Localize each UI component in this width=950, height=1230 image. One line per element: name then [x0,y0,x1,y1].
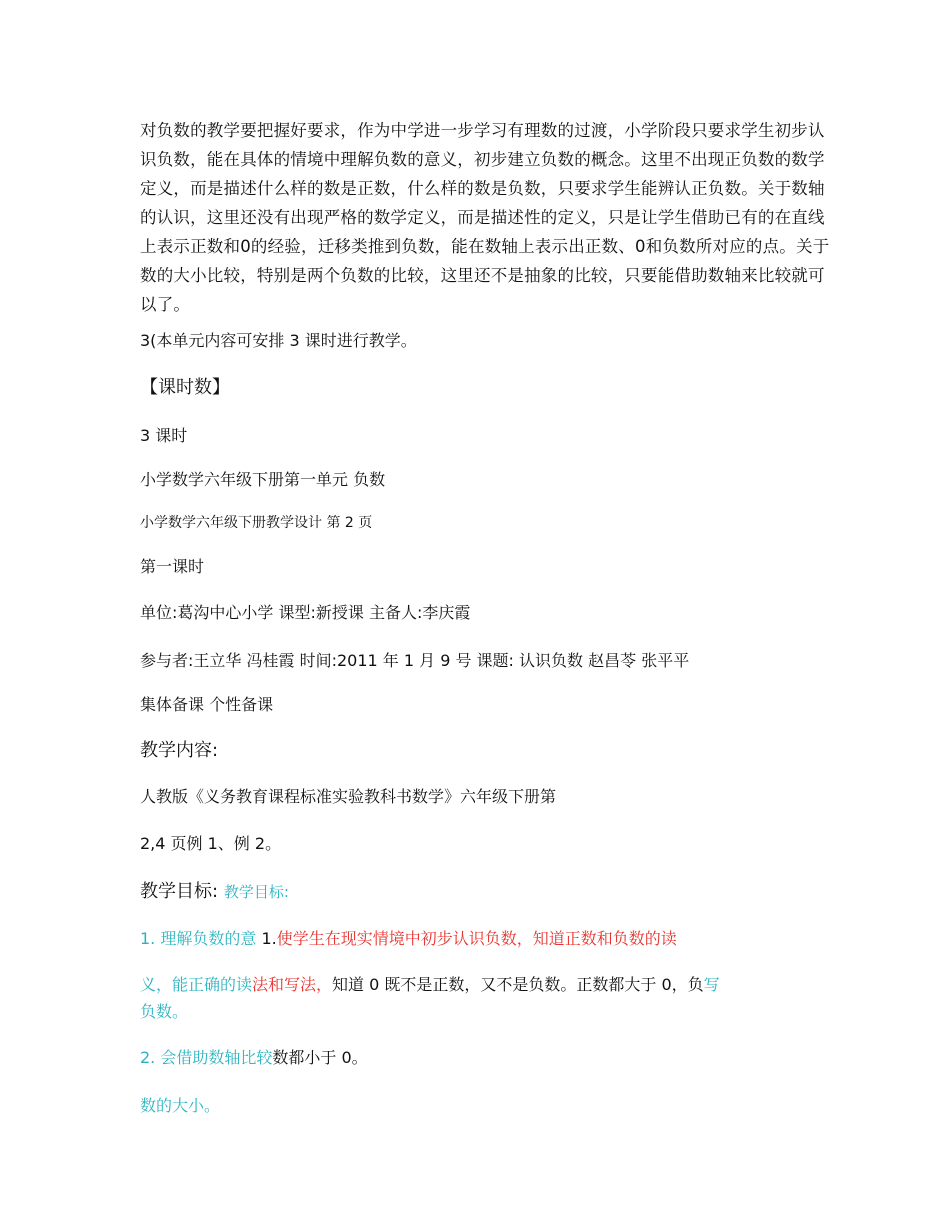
unit-title: 小学数学六年级下册第一单元 负数 [140,470,386,489]
participants-line: 参与者:王立华 冯桂霞 时间:2011 年 1 月 9 号 课题: 认识负数 赵昌苓 张平平 [140,651,690,670]
goal-line-2 [140,974,720,996]
goal4-black: 数都小于 0。 [272,1048,368,1067]
intro-paragraph: 对负数的教学要把握好要求，作为中学进一步学习有理数的过渡，小学阶段只要求学生初步认识负数，能在具体的情境中理解负数的意义，初步建立负数的概念。这里不出现正负数的数学定义，而是描述什么样的数是正数，什么样的数是负数，只要求学生能辨认正负数。关于数轴的认识，这里还没有出现严格的数学定义，而是描述性的定义，只是让学生借助已有的在直线上表示正数和0的经验，迁移类推到负数，能在数轴上表示出正数、0和负数所对应的点。关于数的大小比较，特别是两个负数的比较，这里还不是抽象的比较，只要能借助数轴来比较就可以了。 [140,121,830,314]
goal1-black: 1. [256,929,277,948]
content-line-2: 2,4 页例 1、例 2。 [140,834,282,853]
goal1-red: 使学生在现实情境中初步认识负数，知道正数和负数的读 [276,929,677,948]
goal-line-1 [140,928,677,950]
goal2-red: 法和写法， [252,975,333,994]
content-line-1: 人教版《义务教育课程标准实验教科书数学》六年级下册第 [140,787,557,806]
goal-line-5: 数的大小。 [140,1096,221,1115]
page-reference: 小学数学六年级下册教学设计 第 2 页 [140,515,373,531]
goal4-teal: 2. 会借助数轴比较 [140,1048,273,1067]
goal2-teal-end: 写 [703,975,720,994]
lesson-title: 第一课时 [140,557,205,576]
goal2-black: 知道 0 既不是正数，又不是负数。正数都大于 0，负 [332,975,704,994]
goal-line-4 [140,1047,368,1069]
hours-heading: 【课时数】 [140,377,230,398]
hours-value: 3 课时 [140,426,188,445]
content-heading: 教学内容: [140,740,219,761]
goals-heading-teal: 教学目标: [223,883,289,901]
goal-line-3: 负数。 [140,1002,189,1021]
goal2-teal: 义，能正确的读 [140,975,253,994]
note-line: 3(本单元内容可安排 3 课时进行教学。 [140,331,417,350]
prep-line: 集体备课 个性备课 [140,695,274,714]
goals-heading [140,880,289,904]
goals-heading-black: 教学目标: [140,881,219,902]
unit-info-line: 单位:葛沟中心小学 课型:新授课 主备人:李庆霞 [140,603,471,622]
goal1-teal: 1. 理解负数的意 [140,929,257,948]
